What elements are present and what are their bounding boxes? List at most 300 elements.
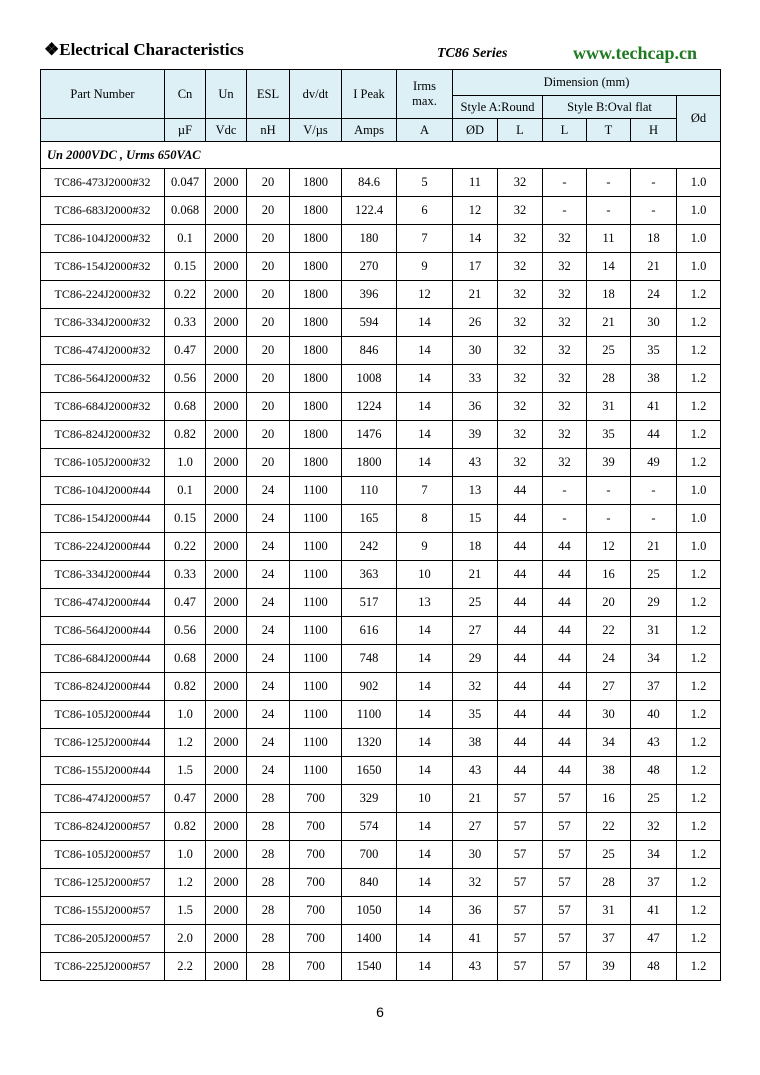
table-cell: 2000 <box>206 645 247 673</box>
table-cell: 57 <box>543 897 587 925</box>
table-cell: - <box>587 505 631 533</box>
table-cell: 32 <box>453 869 498 897</box>
table-cell: 329 <box>342 785 397 813</box>
table-cell: 1540 <box>342 953 397 981</box>
table-cell: 40 <box>631 701 677 729</box>
table-cell: 1.2 <box>677 645 721 673</box>
table-cell: 2000 <box>206 617 247 645</box>
part-number-cell: TC86-684J2000#44 <box>41 645 165 673</box>
table-cell: 24 <box>247 477 290 505</box>
table-cell: 1100 <box>290 477 342 505</box>
table-cell: 0.47 <box>165 589 206 617</box>
header-esl: ESL <box>247 70 290 119</box>
table-cell: 1.2 <box>677 813 721 841</box>
table-cell: 44 <box>498 645 543 673</box>
table-cell: 24 <box>247 729 290 757</box>
table-cell: 25 <box>631 561 677 589</box>
table-cell: 700 <box>290 925 342 953</box>
table-cell: 14 <box>397 701 453 729</box>
table-cell: 363 <box>342 561 397 589</box>
table-row <box>41 337 721 365</box>
table-cell: 1650 <box>342 757 397 785</box>
table-cell: 1800 <box>290 197 342 225</box>
table-cell: 1100 <box>290 617 342 645</box>
table-cell: 846 <box>342 337 397 365</box>
table-cell: - <box>631 505 677 533</box>
table-cell: 0.068 <box>165 197 206 225</box>
table-cell: 6 <box>397 197 453 225</box>
table-cell: 594 <box>342 309 397 337</box>
table-row <box>41 393 721 421</box>
table-cell: 14 <box>397 813 453 841</box>
table-cell: 57 <box>543 925 587 953</box>
table-cell: 1.2 <box>677 729 721 757</box>
header-ipeak: I Peak <box>342 70 397 119</box>
table-cell: 2000 <box>206 281 247 309</box>
table-cell: 1800 <box>290 421 342 449</box>
table-cell: - <box>587 477 631 505</box>
table-cell: 32 <box>631 813 677 841</box>
table-cell: 1.2 <box>677 421 721 449</box>
table-cell: 41 <box>631 897 677 925</box>
table-cell: 10 <box>397 561 453 589</box>
table-cell: 24 <box>247 505 290 533</box>
table-cell: 32 <box>498 281 543 309</box>
part-number-cell: TC86-334J2000#32 <box>41 309 165 337</box>
table-cell: 2000 <box>206 785 247 813</box>
table-cell: 700 <box>290 897 342 925</box>
part-number-cell: TC86-824J2000#32 <box>41 421 165 449</box>
table-row <box>41 617 721 645</box>
table-cell: 9 <box>397 533 453 561</box>
table-cell: 1.0 <box>677 533 721 561</box>
unit-cell: L <box>498 119 543 142</box>
table-cell: 1.2 <box>677 589 721 617</box>
table-cell: 1400 <box>342 925 397 953</box>
table-cell: 180 <box>342 225 397 253</box>
table-cell: 1800 <box>342 449 397 477</box>
table-cell: 28 <box>587 365 631 393</box>
table-cell: 1100 <box>290 729 342 757</box>
table-cell: 34 <box>631 841 677 869</box>
table-cell: 24 <box>631 281 677 309</box>
part-number-cell: TC86-154J2000#44 <box>41 505 165 533</box>
table-cell: 2000 <box>206 673 247 701</box>
table-cell: 2000 <box>206 533 247 561</box>
table-cell: 57 <box>543 785 587 813</box>
part-number-cell: TC86-474J2000#57 <box>41 785 165 813</box>
table-cell: 35 <box>587 421 631 449</box>
table-cell: 0.22 <box>165 281 206 309</box>
table-cell: 1800 <box>290 393 342 421</box>
table-cell: 20 <box>247 169 290 197</box>
table-cell: 2000 <box>206 729 247 757</box>
table-cell: 32 <box>543 281 587 309</box>
table-row <box>41 477 721 505</box>
table-cell: 1100 <box>290 645 342 673</box>
table-cell: 27 <box>453 617 498 645</box>
table-cell: 28 <box>247 785 290 813</box>
table-row <box>41 589 721 617</box>
table-cell: 32 <box>498 365 543 393</box>
table-cell: 57 <box>498 813 543 841</box>
table-row <box>41 645 721 673</box>
table-cell: 14 <box>397 617 453 645</box>
table-cell: 840 <box>342 869 397 897</box>
table-cell: 84.6 <box>342 169 397 197</box>
part-number-cell: TC86-824J2000#57 <box>41 813 165 841</box>
table-cell: 700 <box>342 841 397 869</box>
table-cell: 32 <box>498 449 543 477</box>
table-row <box>41 281 721 309</box>
table-row <box>41 841 721 869</box>
table-cell: 0.68 <box>165 645 206 673</box>
table-cell: 14 <box>397 309 453 337</box>
part-number-cell: TC86-334J2000#44 <box>41 561 165 589</box>
table-cell: 32 <box>543 337 587 365</box>
table-cell: 37 <box>587 925 631 953</box>
table-cell: 27 <box>587 673 631 701</box>
table-cell: 2000 <box>206 841 247 869</box>
table-cell: 1.2 <box>677 673 721 701</box>
table-cell: 1800 <box>290 337 342 365</box>
table-cell: 1.2 <box>677 449 721 477</box>
table-cell: 1.2 <box>165 729 206 757</box>
header-un: Un <box>206 70 247 119</box>
unit-cell: µF <box>165 119 206 142</box>
table-cell: 21 <box>453 281 498 309</box>
table-cell: 44 <box>543 533 587 561</box>
table-cell: 700 <box>290 869 342 897</box>
header-dvdt: dv/dt <box>290 70 342 119</box>
table-row <box>41 365 721 393</box>
part-number-cell: TC86-224J2000#44 <box>41 533 165 561</box>
section-title: ❖Electrical Characteristics <box>44 40 244 59</box>
table-cell: 0.1 <box>165 225 206 253</box>
table-cell: 43 <box>453 449 498 477</box>
table-cell: 38 <box>453 729 498 757</box>
table-cell: 2000 <box>206 925 247 953</box>
part-number-cell: TC86-473J2000#32 <box>41 169 165 197</box>
table-cell: 28 <box>587 869 631 897</box>
unit-cell: Amps <box>342 119 397 142</box>
table-cell: 1224 <box>342 393 397 421</box>
unit-cell: A <box>397 119 453 142</box>
part-number-cell: TC86-154J2000#32 <box>41 253 165 281</box>
table-cell: 16 <box>587 561 631 589</box>
table-cell: 20 <box>247 421 290 449</box>
table-cell: 2000 <box>206 701 247 729</box>
table-cell: 57 <box>498 869 543 897</box>
table-cell: - <box>543 197 587 225</box>
table-cell: 1320 <box>342 729 397 757</box>
table-cell: 30 <box>453 337 498 365</box>
part-number-cell: TC86-125J2000#44 <box>41 729 165 757</box>
table-cell: 34 <box>587 729 631 757</box>
table-cell: 1800 <box>290 281 342 309</box>
part-number-cell: TC86-474J2000#44 <box>41 589 165 617</box>
table-cell: 32 <box>543 253 587 281</box>
table-cell: 43 <box>453 953 498 981</box>
table-cell: 2000 <box>206 225 247 253</box>
table-row <box>41 673 721 701</box>
table-cell: 2000 <box>206 561 247 589</box>
table-cell: 44 <box>631 421 677 449</box>
table-cell: 22 <box>587 813 631 841</box>
table-cell: 14 <box>397 925 453 953</box>
table-cell: 32 <box>498 253 543 281</box>
table-cell: 748 <box>342 645 397 673</box>
table-cell: - <box>587 197 631 225</box>
table-cell: 37 <box>631 673 677 701</box>
table-cell: 0.1 <box>165 477 206 505</box>
table-cell: 1800 <box>290 449 342 477</box>
table-cell: 21 <box>631 253 677 281</box>
table-cell: 165 <box>342 505 397 533</box>
table-cell: 18 <box>631 225 677 253</box>
table-row <box>41 953 721 981</box>
part-number-cell: TC86-564J2000#44 <box>41 617 165 645</box>
table-cell: 21 <box>631 533 677 561</box>
table-cell: 1.5 <box>165 757 206 785</box>
group-label: Un 2000VDC , Urms 650VAC <box>41 142 721 169</box>
table-cell: 22 <box>587 617 631 645</box>
table-cell: 57 <box>543 841 587 869</box>
table-cell: 32 <box>498 393 543 421</box>
table-cell: 0.33 <box>165 561 206 589</box>
table-cell: 35 <box>453 701 498 729</box>
table-cell: 25 <box>631 785 677 813</box>
table-cell: 57 <box>543 869 587 897</box>
table-row <box>41 533 721 561</box>
table-cell: 14 <box>397 645 453 673</box>
table-cell: 1100 <box>290 561 342 589</box>
table-cell: 2000 <box>206 365 247 393</box>
table-cell: 28 <box>247 925 290 953</box>
table-row <box>41 505 721 533</box>
table-cell: 1.0 <box>677 197 721 225</box>
table-cell: 5 <box>397 169 453 197</box>
table-cell: 20 <box>247 393 290 421</box>
table-cell: 44 <box>498 701 543 729</box>
table-cell: 1.2 <box>677 841 721 869</box>
table-row <box>41 253 721 281</box>
table-cell: 14 <box>587 253 631 281</box>
table-cell: 902 <box>342 673 397 701</box>
table-cell: 1.0 <box>165 701 206 729</box>
table-cell: 1100 <box>342 701 397 729</box>
unit-cell: Vdc <box>206 119 247 142</box>
table-cell: 20 <box>247 337 290 365</box>
table-cell: 20 <box>247 197 290 225</box>
table-cell: 1.2 <box>677 309 721 337</box>
part-number-cell: TC86-155J2000#57 <box>41 897 165 925</box>
table-cell: 0.33 <box>165 309 206 337</box>
table-cell: 1800 <box>290 169 342 197</box>
table-cell: 35 <box>631 337 677 365</box>
table-cell: 1800 <box>290 253 342 281</box>
table-cell: 48 <box>631 757 677 785</box>
unit-cell: ØD <box>453 119 498 142</box>
part-number-cell: TC86-125J2000#57 <box>41 869 165 897</box>
table-cell: 2000 <box>206 421 247 449</box>
part-number-cell: TC86-105J2000#44 <box>41 701 165 729</box>
table-cell: 44 <box>498 729 543 757</box>
table-cell: 0.56 <box>165 365 206 393</box>
table-cell: 700 <box>290 841 342 869</box>
table-cell: 44 <box>543 729 587 757</box>
table-cell: 12 <box>453 197 498 225</box>
table-cell: - <box>543 477 587 505</box>
table-cell: 31 <box>587 393 631 421</box>
website-link[interactable]: www.techcap.cn <box>573 43 697 63</box>
table-cell: 10 <box>397 785 453 813</box>
part-number-cell: TC86-105J2000#32 <box>41 449 165 477</box>
table-cell: 44 <box>543 561 587 589</box>
table-cell: 43 <box>453 757 498 785</box>
table-cell: 20 <box>247 225 290 253</box>
table-cell: 1.0 <box>677 169 721 197</box>
table-cell: 270 <box>342 253 397 281</box>
table-cell: 32 <box>543 421 587 449</box>
table-cell: 1800 <box>290 365 342 393</box>
table-cell: 2000 <box>206 197 247 225</box>
table-cell: 700 <box>290 953 342 981</box>
part-number-cell: TC86-684J2000#32 <box>41 393 165 421</box>
header-dimension: Dimension (mm) <box>453 70 721 96</box>
table-cell: 1.2 <box>677 365 721 393</box>
table-row <box>41 729 721 757</box>
table-cell: 0.56 <box>165 617 206 645</box>
table-cell: - <box>631 197 677 225</box>
table-cell: 38 <box>587 757 631 785</box>
table-cell: 38 <box>631 365 677 393</box>
table-cell: 24 <box>247 617 290 645</box>
table-cell: 14 <box>397 365 453 393</box>
table-cell: 0.82 <box>165 673 206 701</box>
table-cell: 32 <box>498 169 543 197</box>
unit-cell: L <box>543 119 587 142</box>
table-cell: 1.0 <box>677 477 721 505</box>
table-cell: 2.0 <box>165 925 206 953</box>
table-cell: 44 <box>498 477 543 505</box>
table-cell: 25 <box>587 337 631 365</box>
table-cell: 31 <box>631 617 677 645</box>
table-cell: 1.0 <box>677 253 721 281</box>
table-cell: 37 <box>631 869 677 897</box>
table-cell: 1.2 <box>677 337 721 365</box>
table-cell: 1.2 <box>677 393 721 421</box>
table-cell: 0.047 <box>165 169 206 197</box>
table-cell: 8 <box>397 505 453 533</box>
table-cell: 2000 <box>206 897 247 925</box>
table-cell: 57 <box>498 897 543 925</box>
table-cell: 1800 <box>290 225 342 253</box>
table-cell: 43 <box>631 729 677 757</box>
table-cell: 14 <box>397 897 453 925</box>
table-cell: 1.2 <box>677 617 721 645</box>
table-cell: 14 <box>453 225 498 253</box>
table-cell: 1100 <box>290 505 342 533</box>
table-cell: 0.68 <box>165 393 206 421</box>
table-cell: - <box>631 477 677 505</box>
table-cell: 27 <box>453 813 498 841</box>
table-cell: 41 <box>631 393 677 421</box>
table-cell: 20 <box>247 253 290 281</box>
table-cell: 57 <box>498 841 543 869</box>
table-cell: - <box>631 169 677 197</box>
part-number-cell: TC86-683J2000#32 <box>41 197 165 225</box>
table-cell: 1.2 <box>165 869 206 897</box>
table-cell: 21 <box>587 309 631 337</box>
table-cell: 14 <box>397 421 453 449</box>
table-cell: 57 <box>498 785 543 813</box>
table-row <box>41 421 721 449</box>
table-cell: 1.2 <box>677 561 721 589</box>
table-cell: 16 <box>587 785 631 813</box>
table-cell: 2000 <box>206 869 247 897</box>
table-cell: 32 <box>543 309 587 337</box>
table-cell: 0.82 <box>165 813 206 841</box>
table-cell: 0.47 <box>165 337 206 365</box>
unit-cell: T <box>587 119 631 142</box>
page-number: 6 <box>376 1004 384 1020</box>
table-cell: 24 <box>247 561 290 589</box>
part-number-cell: TC86-104J2000#44 <box>41 477 165 505</box>
part-number-cell: TC86-225J2000#57 <box>41 953 165 981</box>
table-cell: 32 <box>498 421 543 449</box>
header-style-a: Style A:Round <box>453 96 543 119</box>
table-cell: - <box>587 169 631 197</box>
table-cell: 44 <box>543 645 587 673</box>
table-cell: 1.2 <box>677 869 721 897</box>
table-cell: 14 <box>397 953 453 981</box>
table-cell: 44 <box>498 561 543 589</box>
table-cell: 57 <box>498 953 543 981</box>
table-cell: 44 <box>543 701 587 729</box>
table-cell: 24 <box>247 701 290 729</box>
table-cell: 1008 <box>342 365 397 393</box>
table-cell: 15 <box>453 505 498 533</box>
table-cell: 574 <box>342 813 397 841</box>
table-cell: 21 <box>453 785 498 813</box>
table-cell: 32 <box>543 365 587 393</box>
table-cell: 18 <box>453 533 498 561</box>
table-cell: 1050 <box>342 897 397 925</box>
table-cell: 44 <box>498 505 543 533</box>
table-cell: 14 <box>397 841 453 869</box>
table-cell: 20 <box>587 589 631 617</box>
unit-cell: H <box>631 119 677 142</box>
table-cell: 1.2 <box>677 757 721 785</box>
table-cell: 0.47 <box>165 785 206 813</box>
table-row <box>41 169 721 197</box>
table-row <box>41 785 721 813</box>
table-cell: 2000 <box>206 757 247 785</box>
table-cell: 700 <box>290 813 342 841</box>
table-cell: 2000 <box>206 449 247 477</box>
unit-cell: nH <box>247 119 290 142</box>
part-number-cell: TC86-105J2000#57 <box>41 841 165 869</box>
header-part-number: Part Number <box>41 70 165 119</box>
table-cell: 1.0 <box>165 841 206 869</box>
table-cell: 48 <box>631 953 677 981</box>
part-number-cell: TC86-205J2000#57 <box>41 925 165 953</box>
table-cell: 32 <box>543 449 587 477</box>
header-style-b: Style B:Oval flat <box>543 96 677 119</box>
table-cell: 24 <box>247 533 290 561</box>
table-cell: 12 <box>587 533 631 561</box>
